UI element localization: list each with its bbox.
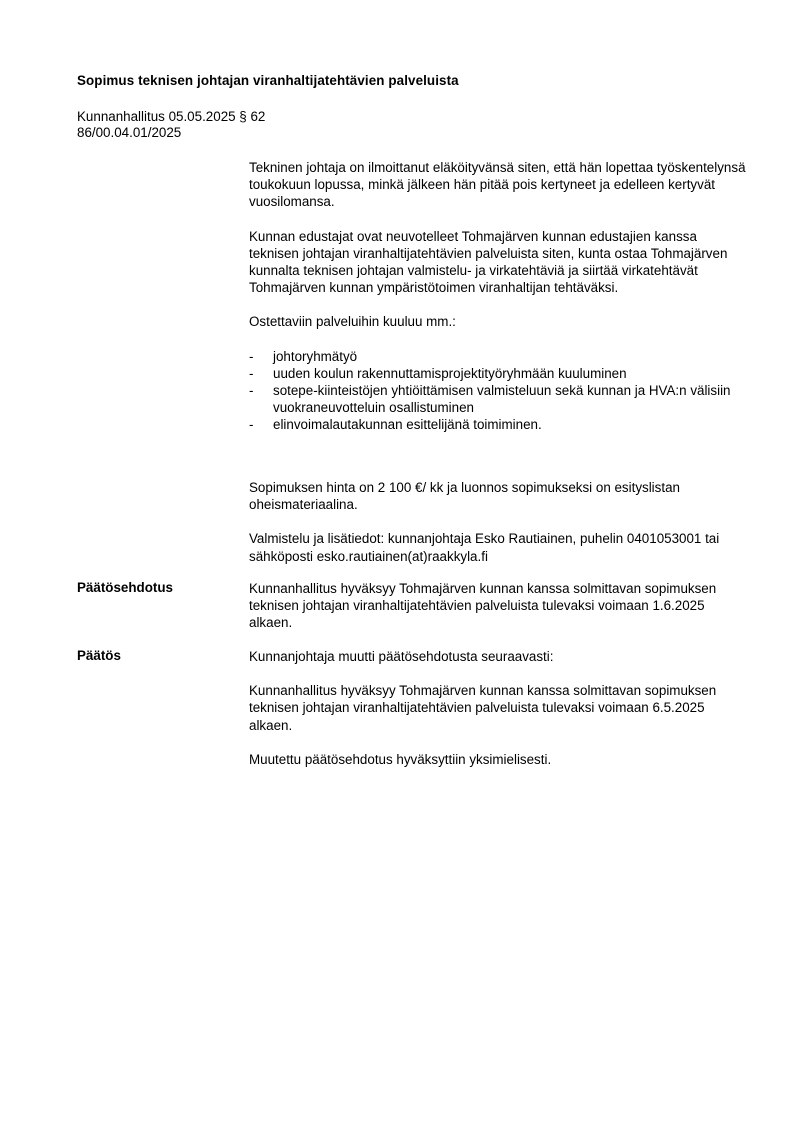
meeting-info (77, 109, 265, 141)
list-item-text: sotepe-kiinteistöjen yhtiöittämisen valmisteluun sekä kunnan ja HVA:n välisiin vuokraneuvotteluin osallistuminen (273, 383, 731, 416)
list-item-text: uuden koulun rakennuttamisprojektityöryhmään kuuluminen (273, 365, 627, 381)
list-item (249, 365, 749, 382)
decision-outcome: Muutettu päätösehdotus hyväksyttiin yksimielisesti. (249, 751, 552, 767)
price-paragraph: Sopimuksen hinta on 2 100 €/ kk ja luonnos sopimukseksi on esityslistan oheismateriaalina. (249, 480, 680, 513)
list-item-text: elinvoimalautakunnan esittelijänä toimiminen. (273, 417, 542, 433)
services-intro: Ostettaviin palveluihin kuuluu mm.: (249, 314, 456, 330)
list-item (249, 416, 749, 433)
dash-bullet: - (249, 383, 254, 399)
background-section (249, 159, 749, 434)
contact-paragraph: Valmistelu ja lisätiedot: kunnanjohtaja Esko Rautiainen, puhelin 0401053001 tai sähköposti esko.rautiainen(at)raakkyla.fi (249, 531, 720, 564)
decision-text: Kunnanhallitus hyväksyy Tohmajärven kunnan kanssa solmittavan sopimuksen teknisen johtajan viranhaltijatehtävien palveluista tulevaksi voimaan 6.5.2025 alkaen. (249, 683, 717, 733)
list-item (249, 382, 749, 416)
negotiation-paragraph: Kunnan edustajat ovat neuvotelleet Tohmajärven kunnan edustajien kanssa teknisen johtajan viranhaltijatehtävien palveluista siten, kunta ostaa Tohmajärven kunnalta teknisen johtajan valmistelu- ja virkatehtäviä ja siirtää virkatehtävät Tohmajärven kunnan ympäristötoimen viranhaltijan tehtäväksi. (249, 228, 728, 296)
list-item (249, 348, 749, 365)
dash-bullet: - (249, 348, 254, 364)
decision-label: Päätös (77, 648, 121, 663)
price-section (249, 479, 749, 565)
document-title: Sopimus teknisen johtajan viranhaltijatehtävien palveluista (77, 73, 459, 88)
dash-bullet: - (249, 417, 254, 433)
proposal-label: Päätösehdotus (77, 580, 173, 595)
list-item-text: johtoryhmätyö (273, 348, 358, 364)
record-id: 86/00.04.01/2025 (77, 125, 182, 140)
proposal-text: Kunnanhallitus hyväksyy Tohmajärven kunnan kanssa solmittavan sopimuksen teknisen johtajan viranhaltijatehtävien palveluista tulevaksi voimaan 1.6.2025 alkaen. (249, 581, 717, 631)
proposal-section (249, 580, 749, 632)
services-list (249, 348, 749, 434)
dash-bullet: - (249, 365, 254, 381)
decision-section (249, 648, 749, 768)
retirement-paragraph: Tekninen johtaja on ilmoittanut eläköityvänsä siten, että hän lopettaa työskentelynsä toukokuun lopussa, minkä jälkeen hän pitää pois kertyneet ja edelleen kertyvät vuosilomansa. (249, 160, 746, 210)
decision-intro: Kunnanjohtaja muutti päätösehdotusta seuraavasti: (249, 649, 554, 664)
meeting-reference: Kunnanhallitus 05.05.2025 § 62 (77, 109, 266, 124)
